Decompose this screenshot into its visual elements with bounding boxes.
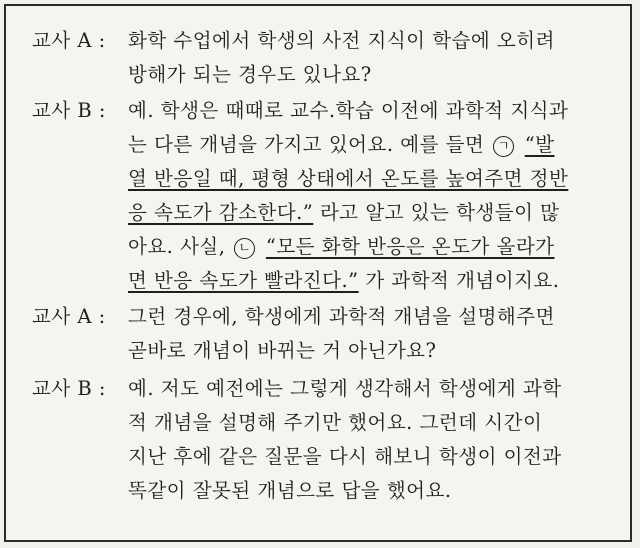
dialogue-line: 적 개념을 설명해 주기만 했어요. 그런데 시간이 [128, 411, 543, 434]
after-quote-2: 가 과학적 개념이지요. [365, 269, 560, 292]
dialogue-line: 그런 경우에, 학생에게 과학적 개념을 설명해주면 [128, 305, 555, 328]
speaker-label: 교사 B : [32, 377, 106, 400]
dialogue-line: 예. 저도 예전에는 그렇게 생각해서 학생에게 과학 [128, 377, 562, 400]
quote-2-part-1: “모든 화학 반응은 온도가 올라가 [265, 235, 555, 258]
dialogue-line [128, 167, 568, 191]
circled-marker-1: ㄱ [493, 136, 514, 157]
speaker-label: 교사 A : [32, 29, 106, 52]
circled-marker-2: ㄴ [234, 238, 255, 259]
dialogue-line [128, 269, 559, 293]
speaker-label: 교사 A : [32, 305, 106, 328]
dialogue-line [128, 201, 559, 225]
line-before-quote-2: 아요. 사실, [128, 235, 226, 258]
dialogue-line [128, 133, 555, 157]
dialogue-line [128, 235, 555, 259]
dialogue-line: 곧바로 개념이 바뀌는 거 아닌가요? [128, 339, 437, 362]
quote-2-part-2: 면 반응 속도가 빨라진다.” [128, 269, 359, 292]
dialogue-line: 지난 후에 같은 질문을 다시 해보니 학생이 이전과 [128, 445, 562, 468]
after-quote-1: 라고 알고 있는 학생들이 많 [319, 201, 560, 224]
speaker-label: 교사 B : [32, 99, 106, 122]
quote-1-part-2: 열 반응일 때, 평형 상태에서 온도를 높여주면 정반 [128, 167, 569, 190]
dialogue-line: 똑같이 잘못된 개념으로 답을 했어요. [128, 479, 452, 502]
dialogue-line-text: 는 다른 개념을 가지고 있어요. 예를 들면 [128, 133, 485, 156]
quote-1-part-1: “발 [524, 133, 555, 156]
dialogue-line: 화학 수업에서 학생의 사전 지식이 학습에 오히려 [128, 29, 555, 52]
quote-1-part-3: 응 속도가 감소한다.” [128, 201, 314, 224]
dialogue-line: 예. 학생은 때때로 교수.학습 이전에 과학적 지식과 [128, 99, 569, 122]
dialogue-line: 방해가 되는 경우도 있나요? [128, 63, 372, 86]
